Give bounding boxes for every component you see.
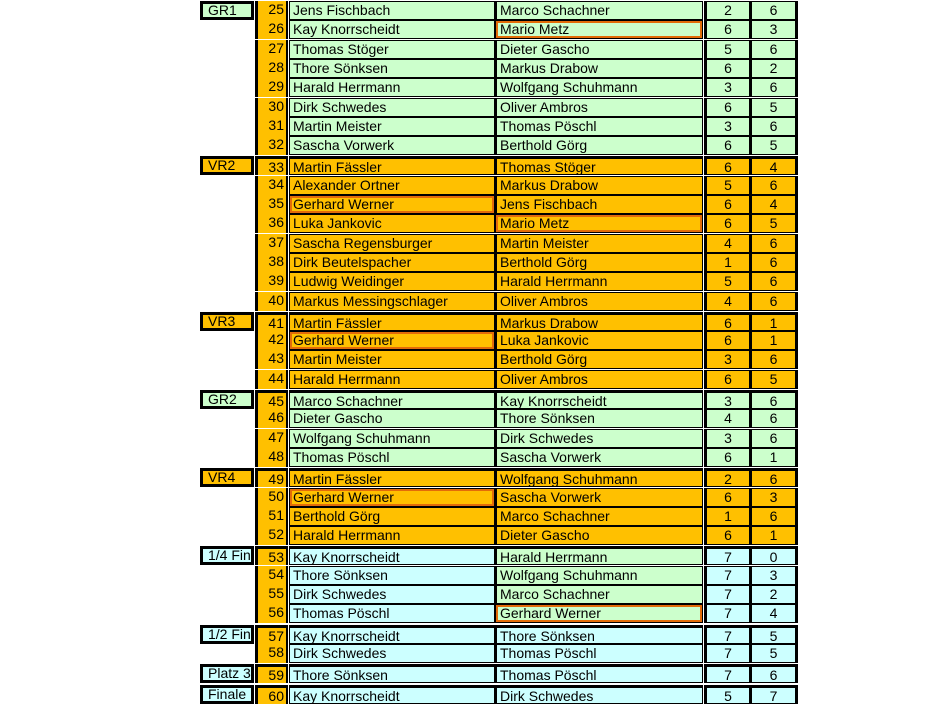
score-one-cell[interactable]: 6: [704, 370, 750, 389]
match-row: [0, 664, 950, 683]
player-one-cell[interactable]: Dirk Schwedes: [289, 98, 495, 117]
player-one-cell[interactable]: Dieter Gascho: [289, 409, 495, 428]
player-two-cell[interactable]: Wolfgang Schuhmann: [495, 468, 703, 487]
player-two-cell[interactable]: Dirk Schwedes: [495, 685, 703, 704]
score-two-cell[interactable]: 4: [750, 604, 798, 623]
player-one-cell[interactable]: Thomas Stöger: [289, 40, 495, 59]
player-two-cell[interactable]: Oliver Ambros: [495, 292, 703, 311]
player-two-cell[interactable]: Kay Knorrscheidt: [495, 390, 703, 409]
player-two-cell[interactable]: Marco Schachner: [495, 507, 703, 526]
match-row: [0, 566, 950, 585]
score-two-cell[interactable]: 2: [750, 585, 798, 604]
score-one-cell[interactable]: 6: [704, 20, 750, 39]
match-row: [0, 78, 950, 97]
player-one-cell[interactable]: Thore Sönksen: [289, 664, 495, 683]
score-two-cell[interactable]: 5: [750, 370, 798, 389]
match-row: [0, 585, 950, 604]
match-number: 49: [255, 468, 288, 487]
match-number: 32: [255, 136, 288, 155]
match-row: [0, 1, 950, 20]
match-number: 26: [255, 20, 288, 39]
match-row: [0, 136, 950, 155]
player-two-cell[interactable]: Sascha Vorwerk: [495, 448, 703, 467]
score-one-cell[interactable]: 2: [704, 1, 750, 20]
player-one-cell[interactable]: Kay Knorrscheidt: [289, 625, 495, 644]
player-two-cell[interactable]: Dieter Gascho: [495, 526, 703, 545]
match-number: 57: [255, 625, 288, 644]
match-row: [0, 644, 950, 663]
score-two-cell[interactable]: 5: [750, 98, 798, 117]
score-two-cell[interactable]: 1: [750, 331, 798, 350]
score-one-cell[interactable]: 4: [704, 234, 750, 253]
match-number: 43: [255, 350, 288, 369]
score-two-cell[interactable]: 6: [750, 1, 798, 20]
player-two-cell[interactable]: Thomas Pöschl: [495, 117, 703, 136]
score-two-cell[interactable]: 6: [750, 429, 798, 448]
round-label: 1/2 Fin: [200, 625, 254, 644]
match-row: [0, 350, 950, 369]
score-one-cell[interactable]: 7: [704, 664, 750, 683]
score-two-cell[interactable]: 6: [750, 253, 798, 272]
player-one-cell[interactable]: Dirk Schwedes: [289, 585, 495, 604]
score-one-cell[interactable]: 6: [704, 98, 750, 117]
match-number: 52: [255, 526, 288, 545]
match-number: 53: [255, 546, 288, 565]
score-one-cell[interactable]: 6: [704, 488, 750, 507]
match-number: 45: [255, 390, 288, 409]
match-row: [0, 312, 950, 331]
match-row: [0, 40, 950, 59]
score-one-cell[interactable]: 6: [704, 59, 750, 78]
score-two-cell[interactable]: 6: [750, 176, 798, 195]
match-row: [0, 526, 950, 545]
score-two-cell[interactable]: 1: [750, 312, 798, 331]
match-number: 38: [255, 253, 288, 272]
player-two-cell[interactable]: Wolfgang Schuhmann: [495, 78, 703, 97]
player-one-cell[interactable]: Harald Herrmann: [289, 526, 495, 545]
match-row: [0, 448, 950, 467]
match-row: [0, 117, 950, 136]
player-one-cell[interactable]: Thore Sönksen: [289, 566, 495, 585]
player-two-cell[interactable]: Jens Fischbach: [495, 195, 703, 214]
score-two-cell[interactable]: 6: [750, 40, 798, 59]
player-two-cell[interactable]: Marco Schachner: [495, 585, 703, 604]
score-one-cell[interactable]: 6: [704, 136, 750, 155]
match-row: [0, 507, 950, 526]
round-label: VR3: [200, 312, 254, 331]
player-two-cell[interactable]: Oliver Ambros: [495, 370, 703, 389]
player-one-cell[interactable]: Martin Fässler: [289, 156, 495, 175]
score-two-cell[interactable]: 6: [750, 350, 798, 369]
score-one-cell[interactable]: 3: [704, 390, 750, 409]
score-one-cell[interactable]: 6: [704, 195, 750, 214]
score-two-cell[interactable]: 6: [750, 664, 798, 683]
score-two-cell[interactable]: 6: [750, 468, 798, 487]
round-label: Platz 3: [200, 664, 254, 683]
score-one-cell[interactable]: 6: [704, 312, 750, 331]
score-one-cell[interactable]: 7: [704, 546, 750, 565]
match-row: [0, 292, 950, 311]
score-two-cell[interactable]: 3: [750, 488, 798, 507]
score-two-cell[interactable]: 6: [750, 117, 798, 136]
score-two-cell[interactable]: 1: [750, 448, 798, 467]
player-two-cell[interactable]: Mario Metz: [495, 20, 703, 39]
player-one-cell[interactable]: Gerhard Werner: [289, 195, 495, 214]
player-two-cell[interactable]: Thomas Pöschl: [495, 644, 703, 663]
player-one-cell[interactable]: Harald Herrmann: [289, 370, 495, 389]
player-one-cell[interactable]: Markus Messingschlager: [289, 292, 495, 311]
match-row: [0, 98, 950, 117]
player-one-cell[interactable]: Luka Jankovic: [289, 214, 495, 233]
player-two-cell[interactable]: Wolfgang Schuhmann: [495, 566, 703, 585]
score-one-cell[interactable]: 7: [704, 625, 750, 644]
score-two-cell[interactable]: 7: [750, 685, 798, 704]
score-one-cell[interactable]: 3: [704, 117, 750, 136]
match-number: 35: [255, 195, 288, 214]
match-number: 56: [255, 604, 288, 623]
player-one-cell[interactable]: Dirk Schwedes: [289, 644, 495, 663]
player-two-cell[interactable]: Harald Herrmann: [495, 546, 703, 565]
score-one-cell[interactable]: 4: [704, 292, 750, 311]
score-two-cell[interactable]: 6: [750, 234, 798, 253]
player-two-cell[interactable]: Berthold Görg: [495, 253, 703, 272]
match-row: [0, 156, 950, 175]
player-two-cell[interactable]: Marco Schachner: [495, 1, 703, 20]
match-number: 30: [255, 98, 288, 117]
score-one-cell[interactable]: 5: [704, 176, 750, 195]
match-number: 60: [255, 685, 288, 704]
player-two-cell[interactable]: Berthold Görg: [495, 136, 703, 155]
score-two-cell[interactable]: 6: [750, 272, 798, 291]
player-two-cell[interactable]: Thore Sönksen: [495, 409, 703, 428]
match-row: [0, 214, 950, 233]
match-row: [0, 370, 950, 389]
score-one-cell[interactable]: 1: [704, 253, 750, 272]
player-one-cell[interactable]: Wolfgang Schuhmann: [289, 429, 495, 448]
match-row: [0, 409, 950, 428]
score-one-cell[interactable]: 4: [704, 409, 750, 428]
score-two-cell[interactable]: 6: [750, 292, 798, 311]
player-two-cell[interactable]: Martin Meister: [495, 234, 703, 253]
score-two-cell[interactable]: 5: [750, 214, 798, 233]
match-row: [0, 331, 950, 350]
match-number: 33: [255, 156, 288, 175]
round-label: Finale: [200, 685, 254, 704]
score-two-cell[interactable]: 3: [750, 20, 798, 39]
match-number: 48: [255, 448, 288, 467]
player-one-cell[interactable]: Sascha Regensburger: [289, 234, 495, 253]
match-row: [0, 546, 950, 565]
score-two-cell[interactable]: 6: [750, 409, 798, 428]
match-row: [0, 429, 950, 448]
match-number: 46: [255, 409, 288, 428]
player-two-cell[interactable]: Mario Metz: [495, 214, 703, 233]
player-one-cell[interactable]: Sascha Vorwerk: [289, 136, 495, 155]
player-two-cell[interactable]: Thomas Stöger: [495, 156, 703, 175]
match-number: 59: [255, 664, 288, 683]
round-label: GR2: [200, 390, 254, 409]
player-one-cell[interactable]: Harald Herrmann: [289, 78, 495, 97]
match-number: 28: [255, 59, 288, 78]
match-number: 41: [255, 312, 288, 331]
match-row: [0, 195, 950, 214]
score-one-cell[interactable]: 1: [704, 507, 750, 526]
score-one-cell[interactable]: 2: [704, 468, 750, 487]
match-number: 29: [255, 78, 288, 97]
match-number: 47: [255, 429, 288, 448]
player-two-cell[interactable]: Oliver Ambros: [495, 98, 703, 117]
score-two-cell[interactable]: 3: [750, 566, 798, 585]
score-two-cell[interactable]: 5: [750, 644, 798, 663]
player-one-cell[interactable]: Martin Meister: [289, 350, 495, 369]
player-one-cell[interactable]: Thomas Pöschl: [289, 448, 495, 467]
match-number: 55: [255, 585, 288, 604]
player-two-cell[interactable]: Dieter Gascho: [495, 40, 703, 59]
match-number: 54: [255, 566, 288, 585]
match-number: 31: [255, 117, 288, 136]
score-one-cell[interactable]: 5: [704, 272, 750, 291]
match-row: [0, 468, 950, 487]
match-row: [0, 685, 950, 704]
match-row: [0, 176, 950, 195]
score-one-cell[interactable]: 7: [704, 644, 750, 663]
player-one-cell[interactable]: Gerhard Werner: [289, 331, 495, 350]
match-number: 25: [255, 1, 288, 20]
match-number: 27: [255, 40, 288, 59]
player-two-cell[interactable]: Harald Herrmann: [495, 272, 703, 291]
score-one-cell[interactable]: 6: [704, 448, 750, 467]
player-two-cell[interactable]: Luka Jankovic: [495, 331, 703, 350]
score-one-cell[interactable]: 6: [704, 526, 750, 545]
score-one-cell[interactable]: 3: [704, 78, 750, 97]
match-number: 37: [255, 234, 288, 253]
match-row: [0, 390, 950, 409]
score-one-cell[interactable]: 7: [704, 604, 750, 623]
player-two-cell[interactable]: Berthold Görg: [495, 350, 703, 369]
player-two-cell[interactable]: Thomas Pöschl: [495, 664, 703, 683]
player-two-cell[interactable]: Thore Sönksen: [495, 625, 703, 644]
player-two-cell[interactable]: Markus Drabow: [495, 176, 703, 195]
match-number: 39: [255, 272, 288, 291]
score-two-cell[interactable]: 6: [750, 507, 798, 526]
player-two-cell[interactable]: Markus Drabow: [495, 59, 703, 78]
round-label: VR4: [200, 468, 254, 487]
score-one-cell[interactable]: 6: [704, 156, 750, 175]
player-one-cell[interactable]: Kay Knorrscheidt: [289, 685, 495, 704]
round-label: VR2: [200, 156, 254, 175]
match-row: [0, 20, 950, 39]
player-one-cell[interactable]: Jens Fischbach: [289, 1, 495, 20]
player-two-cell[interactable]: Markus Drabow: [495, 312, 703, 331]
player-one-cell[interactable]: Martin Meister: [289, 117, 495, 136]
score-two-cell[interactable]: 0: [750, 546, 798, 565]
score-one-cell[interactable]: 6: [704, 214, 750, 233]
match-row: [0, 253, 950, 272]
score-two-cell[interactable]: 6: [750, 78, 798, 97]
match-row: [0, 604, 950, 623]
score-one-cell[interactable]: 3: [704, 350, 750, 369]
score-two-cell[interactable]: 5: [750, 136, 798, 155]
match-number: 50: [255, 488, 288, 507]
player-one-cell[interactable]: Gerhard Werner: [289, 488, 495, 507]
score-one-cell[interactable]: 5: [704, 685, 750, 704]
player-two-cell[interactable]: Sascha Vorwerk: [495, 488, 703, 507]
match-number: 34: [255, 176, 288, 195]
player-one-cell[interactable]: Marco Schachner: [289, 390, 495, 409]
match-number: 40: [255, 292, 288, 311]
score-one-cell[interactable]: 5: [704, 40, 750, 59]
player-one-cell[interactable]: Thore Sönksen: [289, 59, 495, 78]
match-number: 51: [255, 507, 288, 526]
match-row: [0, 234, 950, 253]
match-row: [0, 59, 950, 78]
round-label: 1/4 Fin: [200, 546, 254, 565]
match-number: 42: [255, 331, 288, 350]
player-one-cell[interactable]: Ludwig Weidinger: [289, 272, 495, 291]
score-one-cell[interactable]: 3: [704, 429, 750, 448]
match-number: 44: [255, 370, 288, 389]
score-one-cell[interactable]: 7: [704, 585, 750, 604]
match-number: 58: [255, 644, 288, 663]
score-two-cell[interactable]: 4: [750, 195, 798, 214]
round-label: GR1: [200, 1, 254, 20]
player-one-cell[interactable]: Berthold Görg: [289, 507, 495, 526]
score-two-cell[interactable]: 2: [750, 59, 798, 78]
score-one-cell[interactable]: 7: [704, 566, 750, 585]
score-one-cell[interactable]: 6: [704, 331, 750, 350]
player-two-cell[interactable]: Dirk Schwedes: [495, 429, 703, 448]
match-row: [0, 272, 950, 291]
match-row: [0, 488, 950, 507]
score-two-cell[interactable]: 1: [750, 526, 798, 545]
score-two-cell[interactable]: 6: [750, 390, 798, 409]
player-one-cell[interactable]: Alexander Ortner: [289, 176, 495, 195]
score-two-cell[interactable]: 4: [750, 156, 798, 175]
player-one-cell[interactable]: Kay Knorrscheidt: [289, 546, 495, 565]
player-one-cell[interactable]: Kay Knorrscheidt: [289, 20, 495, 39]
player-one-cell[interactable]: Thomas Pöschl: [289, 604, 495, 623]
player-two-cell[interactable]: Gerhard Werner: [495, 604, 703, 623]
player-one-cell[interactable]: Martin Fässler: [289, 312, 495, 331]
match-row: [0, 625, 950, 644]
score-two-cell[interactable]: 5: [750, 625, 798, 644]
player-one-cell[interactable]: Dirk Beutelspacher: [289, 253, 495, 272]
player-one-cell[interactable]: Martin Fässler: [289, 468, 495, 487]
match-number: 36: [255, 214, 288, 233]
